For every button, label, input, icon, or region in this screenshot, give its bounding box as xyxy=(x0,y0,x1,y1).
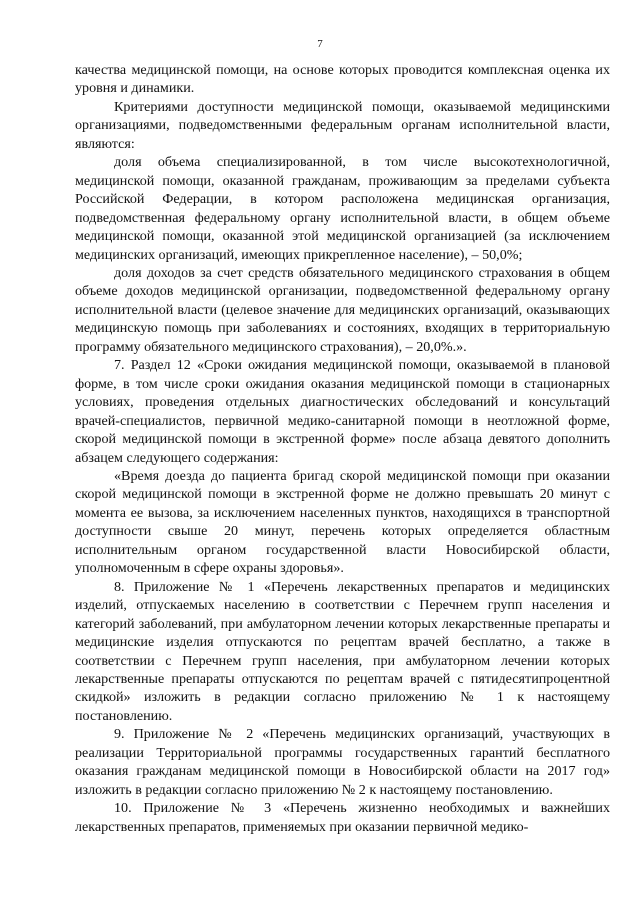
paragraph-continuation: качества медицинской помощи, на основе которых проводится комплексная оценка их уровня и динамики. xyxy=(75,62,610,97)
paragraph-item-9: 9. Приложение № 2 «Перечень медицинских организаций, участвующих в реализации Территориальной программы государственных гарантий бесплатного оказания гражданам медицинской помощи в Новосибирской области на 2017 год» изложить в редакции согласно приложению № 2 к настоящему постановлению. xyxy=(75,726,610,798)
paragraph-item-7: 7. Раздел 12 «Сроки ожидания медицинской помощи, оказываемой в плановой форме, в том числе сроки ожидания оказания медицинской помощи в стационарных условиях, проведения отдельных диагностических обследований и консультаций врачей-специалистов, первичной медико-санитарной помощи в неотложной форме, скорой медицинской помощи в экстренной форме» после абзаца девятого дополнить абзацем следующего содержания: xyxy=(75,357,610,466)
paragraph-oms-income-share: доля доходов за счет средств обязательного медицинского страхования в общем объеме доходов медицинской организации, подведомственной федеральному органу исполнительной власти (целевое значение для медицинских организаций, оказывающих медицинскую помощь при заболеваниях и состояниях, входящих в территориальную программу обязательного медицинского страхования), – 20,0%.». xyxy=(75,264,610,355)
page-number: 7 xyxy=(317,38,323,50)
paragraph-item-10: 10. Приложение № 3 «Перечень жизненно необходимых и важнейших лекарственных препаратов, применяемых при оказании первичной медико- xyxy=(75,800,610,835)
paragraph-specialized-care-share: доля объема специализированной, в том числе высокотехнологичной, медицинской помощи, оказанной гражданам, проживающим за пределами субъекта Российской Федерации, в котором расположена медицинская организация, подведомственная федеральному органу исполнительной власти, в общем объеме медицинской помощи, оказанной этой медицинской организацией (за исключением медицинских организаций, имеющих прикрепленное население), – 50,0%; xyxy=(75,154,610,263)
paragraph-item-8: 8. Приложение № 1 «Перечень лекарственных препаратов и медицинских изделий, отпускаемых населению в соответствии с Перечнем групп населения и категорий заболеваний, при амбулаторном лечении которых лекарственные препараты и медицинские изделия отпускаются по рецептам врачей бесплатно, а также в соответствии с Перечнем групп населения, при амбулаторном лечении которых лекарственные препараты отпускаются по рецептам врачей с пятидесятипроцентной скидкой» изложить в редакции согласно приложению № 1 к настоящему постановлению. xyxy=(75,578,610,724)
document-body xyxy=(75,61,610,836)
paragraph-ambulance-time: «Время доезда до пациента бригад скорой медицинской помощи при оказании скорой медицинской помощи в экстренной форме не должно превышать 20 минут с момента ее вызова, за исключением населенных пунктов, находящихся в транспортной доступности свыше 20 минут, перечень которых определяется областным исполнительным органом государственной власти Новосибирской области, уполномоченным в сфере охраны здоровья». xyxy=(75,467,610,577)
paragraph-availability-criteria: Критериями доступности медицинской помощи, оказываемой медицинскими организациями, подведомственными федеральным органам исполнительной власти, являются: xyxy=(75,98,610,152)
